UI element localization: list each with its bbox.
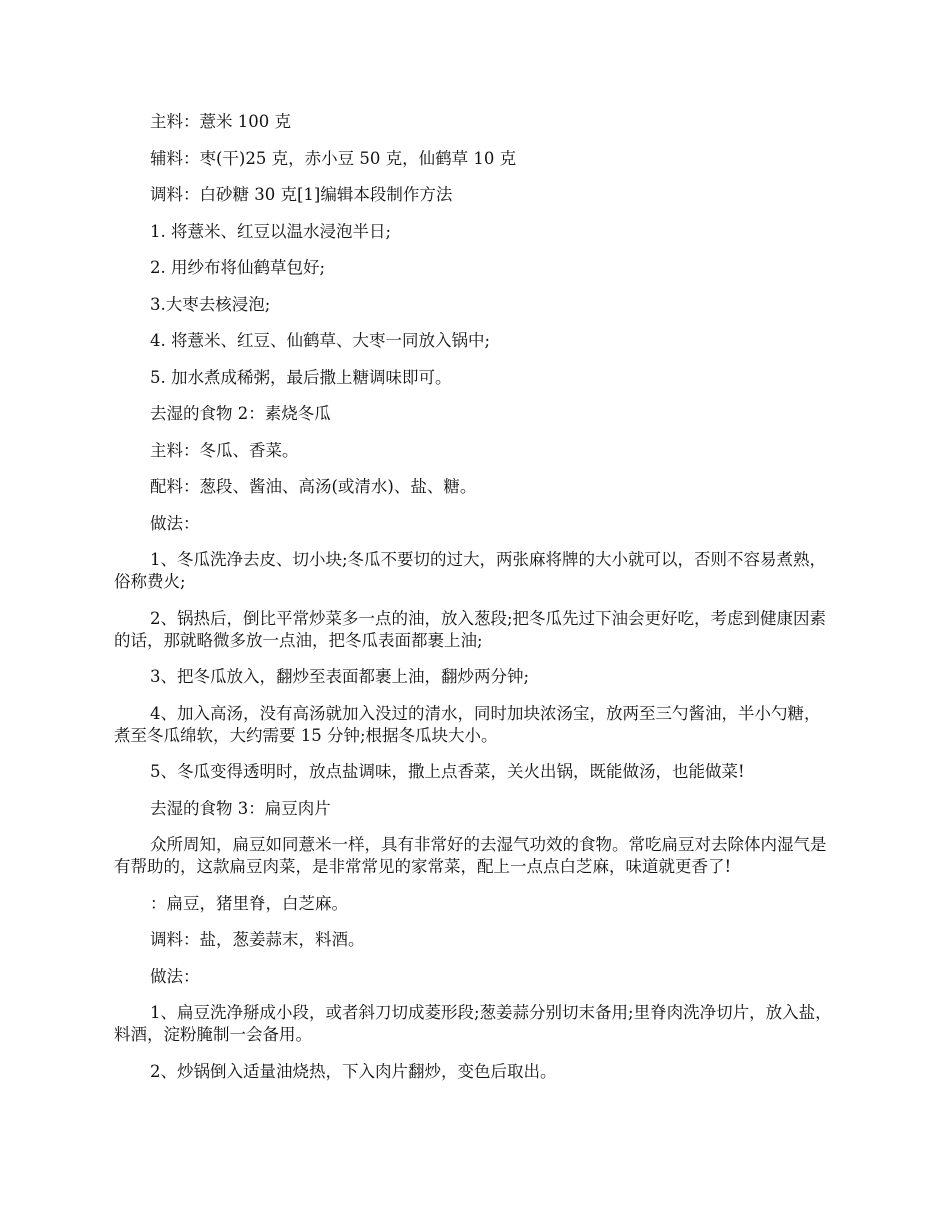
- recipe-3-step-2: 2、炒锅倒入适量油烧热，下入肉片翻炒，变色后取出。: [150, 1061, 557, 1081]
- ingredient-main: 主料：薏米 100 克: [150, 112, 291, 131]
- step-3: 3.大枣去核浸泡;: [150, 294, 271, 314]
- recipe-3-seasoning: 调料：盐，葱姜蒜末，料酒。: [150, 930, 365, 949]
- recipe-3-method-heading: 做法：: [150, 966, 200, 986]
- recipe-2-step-1: 1、冬瓜洗净去皮、切小块;冬瓜不要切的过大，两张麻将牌的大小就可以，否则不容易煮熟，俗称费火;: [114, 550, 827, 591]
- step-5: 5. 加水煮成稀粥，最后撒上糖调味即可。: [150, 367, 452, 387]
- section-heading-recipe-3: 去湿的食物 3：扁豆肉片: [150, 798, 331, 818]
- ingredient-seasoning: 调料：白砂糖 30 克[1]编辑本段制作方法: [150, 185, 453, 204]
- section-heading-recipe-2: 去湿的食物 2：素烧冬瓜: [150, 404, 331, 423]
- step-1: 1. 将薏米、红豆以温水浸泡半日;: [150, 221, 392, 241]
- recipe-3-step-1: 1、扁豆洗净掰成小段，或者斜刀切成菱形段;葱姜蒜分别切末备用;里脊肉洗净切片，放入盐，料酒，淀粉腌制一会备用。: [114, 1003, 832, 1044]
- recipe-2-step-4: 4、加入高汤，没有高汤就加入没过的清水，同时加块浓汤宝，放两至三勺酱油，半小勺糖，煮至冬瓜绵软，大约需要 15 分钟;根据冬瓜块大小。: [114, 703, 821, 745]
- recipe-2-step-2: 2、锅热后，倒比平常炒菜多一点的油，放入葱段;把冬瓜先过下油会更好吃，考虑到健康因素的话，那就略微多放一点油，把冬瓜表面都裹上油;: [114, 608, 827, 650]
- recipe-2-step-3: 3、把冬瓜放入，翻炒至表面都裹上油，翻炒两分钟;: [150, 667, 530, 686]
- recipe-2-method-heading: 做法：: [150, 513, 200, 533]
- ingredient-secondary: 辅料：枣(干)25 克，赤小豆 50 克，仙鹤草 10 克: [150, 148, 517, 168]
- document-body: [114, 111, 836, 1097]
- recipe-2-step-5: 5、冬瓜变得透明时，放点盐调味，撒上点香菜，关火出锅，既能做汤，也能做菜!: [150, 762, 745, 781]
- recipe-2-side-ingredients: 配料：葱段、酱油、高汤(或清水)、盐、糖。: [150, 477, 477, 496]
- recipe-2-main-ingredients: 主料：冬瓜、香菜。: [150, 440, 299, 460]
- step-4: 4. 将薏米、红豆、仙鹤草、大枣一同放入锅中;: [150, 331, 491, 350]
- step-2: 2. 用纱布将仙鹤草包好;: [150, 258, 326, 277]
- recipe-3-ingredients: ：扁豆，猪里脊，白芝麻。: [150, 893, 348, 913]
- recipe-3-intro: 众所周知，扁豆如同薏米一样，具有非常好的去湿气功效的食物。常吃扁豆对去除体内湿气是有帮助的，这款扁豆肉菜，是非常常见的家常菜，配上一点点白芝麻，味道就更香了!: [114, 835, 827, 876]
